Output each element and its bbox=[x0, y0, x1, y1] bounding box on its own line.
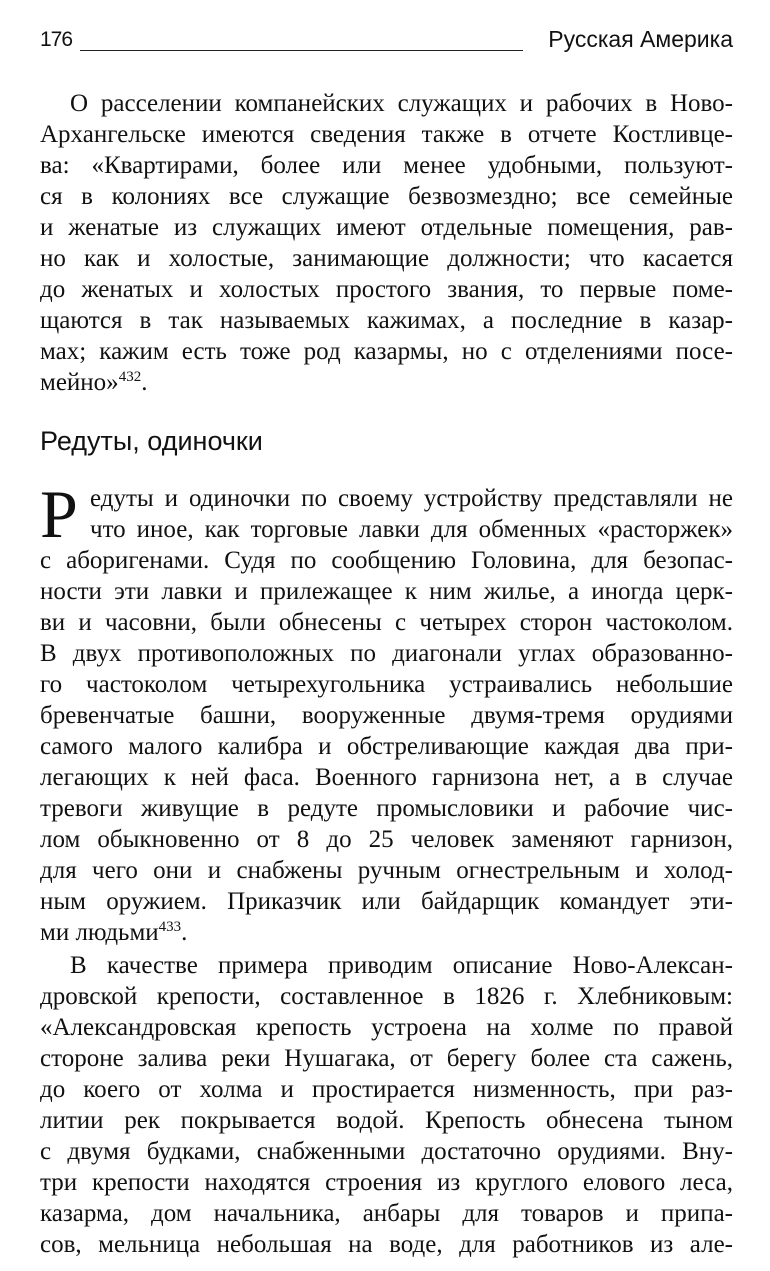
punctuation: . bbox=[181, 919, 188, 946]
text-line bbox=[40, 336, 733, 367]
line-text: для чего они и снабжены ручным огнестрельным и холод- bbox=[40, 857, 733, 884]
line-text: мах; кажим есть тоже род казармы, но с отделениями посе- bbox=[40, 338, 733, 365]
paragraph-3 bbox=[40, 950, 733, 1260]
line-text: ности эти лавки и прилежащее к ним жилье, а иногда церк- bbox=[40, 578, 733, 605]
text-line bbox=[40, 1167, 733, 1198]
text-line bbox=[40, 981, 733, 1012]
text-line bbox=[40, 1105, 733, 1136]
text-line bbox=[40, 917, 733, 948]
line-text: ми людьми bbox=[40, 919, 159, 946]
running-title: Русская Америка bbox=[548, 26, 733, 52]
text-line bbox=[40, 367, 733, 398]
paragraph-1 bbox=[40, 88, 733, 398]
text-line bbox=[40, 1198, 733, 1229]
line-text: до коего от холма и простирается низменность, при раз- bbox=[40, 1076, 733, 1103]
line-text: но как и холостые, занимающие должности; что касается bbox=[40, 245, 733, 272]
text-line bbox=[40, 762, 733, 793]
text-line bbox=[40, 1043, 733, 1074]
line-text: ви и часовни, были обнесены с четырех сторон частоколом. bbox=[40, 609, 733, 636]
text-line bbox=[40, 793, 733, 824]
text-line bbox=[40, 576, 733, 607]
text-line bbox=[40, 855, 733, 886]
line-text: ва: «Квартирами, более или менее удобными, пользуют- bbox=[40, 152, 733, 179]
header-rule bbox=[80, 50, 523, 51]
text-line bbox=[40, 700, 733, 731]
text-line bbox=[40, 514, 733, 545]
text-line bbox=[40, 1074, 733, 1105]
line-text: лом обыкновенно от 8 до 25 человек заменяют гарнизон, bbox=[40, 826, 733, 853]
line-text: с аборигенами. Судя по сообщению Головина, для безопас- bbox=[40, 547, 733, 574]
line-text: ным оружием. Приказчик или байдарщик командует эти- bbox=[40, 888, 733, 915]
text-line bbox=[40, 150, 733, 181]
text-line bbox=[40, 607, 733, 638]
line-text: что иное, как торговые лавки для обменных «расторжек» bbox=[90, 516, 733, 543]
text-line bbox=[40, 1229, 733, 1260]
line-text: В двух противоположных по диагонали углах образованно- bbox=[40, 640, 733, 667]
line-text: до женатых и холостых простого звания, то первые поме- bbox=[40, 276, 733, 303]
line-text: го частоколом четырехугольника устраивались небольшие bbox=[40, 671, 733, 698]
text-line bbox=[40, 243, 733, 274]
paragraph-2 bbox=[40, 483, 733, 948]
line-text: ся в колониях все служащие безвозмездно; все семейные bbox=[40, 183, 733, 210]
line-text: стороне залива реки Нушагака, от берегу более ста сажень, bbox=[40, 1045, 733, 1072]
line-text: мейно» bbox=[40, 369, 119, 396]
page-header bbox=[40, 26, 733, 56]
line-text: В качестве примера приводим описание Ново-Алексан- bbox=[70, 952, 733, 979]
line-text: самого малого калибра и обстреливающие каждая два при- bbox=[40, 733, 733, 760]
line-text: и женатые из служащих имеют отдельные помещения, рав- bbox=[40, 214, 733, 241]
footnote-ref[interactable]: 432 bbox=[118, 369, 142, 385]
text-line bbox=[40, 181, 733, 212]
line-text: тревоги живущие в редуте промысловики и рабочие чис- bbox=[40, 795, 733, 822]
text-line bbox=[40, 731, 733, 762]
line-text: три крепости находятся строения из круглого елового леса, bbox=[40, 1169, 733, 1196]
text-line bbox=[40, 824, 733, 855]
text-line bbox=[40, 212, 733, 243]
text-line bbox=[40, 950, 733, 981]
punctuation: . bbox=[141, 369, 148, 396]
text-line bbox=[40, 1012, 733, 1043]
line-text: Архангельске имеются сведения также в отчете Костливце- bbox=[40, 121, 733, 148]
line-text: щаются в так называемых кажимах, а последние в казар- bbox=[40, 307, 733, 334]
page-number: 176 bbox=[40, 28, 73, 51]
line-text: казарма, дом начальника, анбары для товаров и припа- bbox=[40, 1200, 733, 1227]
section-heading: Редуты, одиночки bbox=[40, 426, 263, 456]
line-text: едуты и одиночки по своему устройству представляли не bbox=[90, 485, 733, 512]
text-line bbox=[40, 88, 733, 119]
drop-cap: Р bbox=[40, 483, 78, 545]
line-text: легающих к ней фаса. Военного гарнизона нет, а в случае bbox=[40, 764, 733, 791]
text-line bbox=[40, 669, 733, 700]
text-line bbox=[40, 305, 733, 336]
text-line bbox=[40, 274, 733, 305]
text-line bbox=[40, 886, 733, 917]
line-text: дровской крепости, составленное в 1826 г. Хлебниковым: bbox=[40, 983, 733, 1010]
text-line bbox=[40, 1136, 733, 1167]
line-text: О расселении компанейских служащих и рабочих в Ново- bbox=[70, 90, 733, 117]
text-line bbox=[40, 545, 733, 576]
line-text: с двумя будками, снабженными достаточно орудиями. Вну- bbox=[40, 1138, 733, 1165]
line-text: литии рек покрывается водой. Крепость обнесена тыном bbox=[40, 1107, 733, 1134]
line-text: сов, мельница небольшая на воде, для работников из але- bbox=[40, 1231, 733, 1258]
line-text: «Александровская крепость устроена на холме по правой bbox=[40, 1014, 733, 1041]
text-line bbox=[40, 119, 733, 150]
text-line bbox=[40, 638, 733, 669]
line-text: бревенчатые башни, вооруженные двумя-тремя орудиями bbox=[40, 702, 733, 729]
text-line bbox=[40, 483, 733, 514]
footnote-ref[interactable]: 433 bbox=[158, 919, 182, 935]
